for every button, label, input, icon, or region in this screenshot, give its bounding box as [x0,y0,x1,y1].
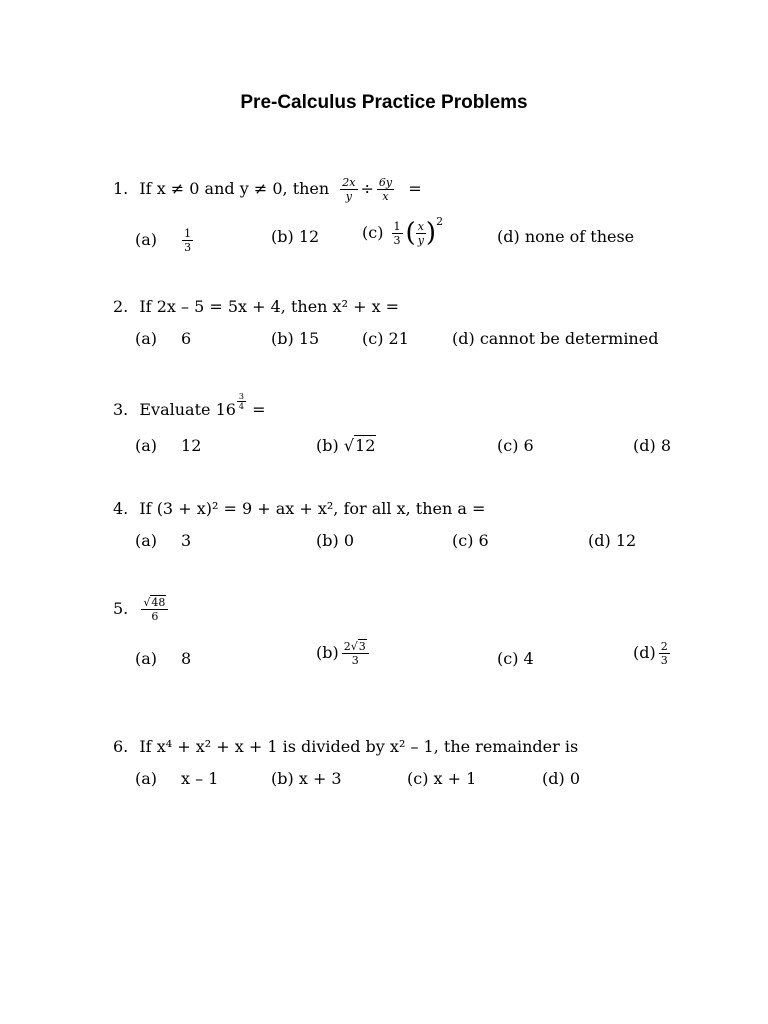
choice-2a[interactable]: (a) 6 [135,329,192,348]
choice-3c[interactable]: (c) 6 [497,436,534,455]
choice-3d[interactable]: (d) 8 [633,436,672,455]
choice-5c[interactable]: (c) 4 [497,649,534,668]
question-prompt: If x ≠ 0 and y ≠ 0, then [139,179,330,198]
choice-4c[interactable]: (c) 6 [452,531,489,550]
fraction: $\frac{√48}{6}$ [141,596,168,623]
question-1 [113,176,422,203]
choice-5d[interactable]: (d) $\frac{2}{3}$ [633,640,668,667]
choice-3b[interactable]: (b) √12 [316,436,376,455]
choice-2d[interactable]: (d) cannot be determined [452,329,659,348]
page-title: Pre-Calculus Practice Problems [240,92,528,113]
divide-operator: ÷ [360,179,374,198]
question-3: 3. Evaluate 16 $\frac{3}{4}$ = [113,392,266,419]
choice-5a[interactable]: (a) 8 [135,649,192,668]
equals-sign: = [408,179,422,198]
choice-6a[interactable]: (a) x – 1 [135,769,219,788]
question-6: 6. If x⁴ + x² + x + 1 is divided by x² – 1, the remainder is [113,737,579,756]
choice-1b[interactable]: (b) 12 [271,227,320,246]
question-5: 5. $\frac{√48}{6}$ [113,596,171,623]
fraction: $\frac{2x}{y}$ [342,176,356,203]
choice-2c[interactable]: (c) 21 [362,329,409,348]
choice-2b[interactable]: (b) 15 [271,329,320,348]
choice-6c[interactable]: (c) x + 1 [407,769,477,788]
question-2: 2. If 2x – 5 = 5x + 4, then x² + x = [113,297,400,316]
question-4: 4. If (3 + x)² = 9 + ax + x², for all x, then a = [113,499,486,518]
question-number: 1. [113,179,129,198]
choice-1d[interactable]: (d) none of these [497,227,635,246]
choice-3a[interactable]: (a) 12 [135,436,202,455]
choice-4d[interactable]: (d) 12 [588,531,637,550]
choice-1c[interactable]: (c) $\frac{1}{3}$ ( $\frac{x}{y}$ )$^2$ [362,215,444,248]
choice-6b[interactable]: (b) x + 3 [271,769,342,788]
choice-4a[interactable]: (a) 3 [135,531,192,550]
fraction: $\frac{6y}{x}$ [378,176,393,203]
choice-4b[interactable]: (b) 0 [316,531,355,550]
choice-5b[interactable]: (b) $\frac{2√3}{3}$ [316,640,372,667]
choice-6d[interactable]: (d) 0 [542,769,581,788]
choice-1a[interactable]: (a) $\frac{1}{3}$ [135,227,192,254]
